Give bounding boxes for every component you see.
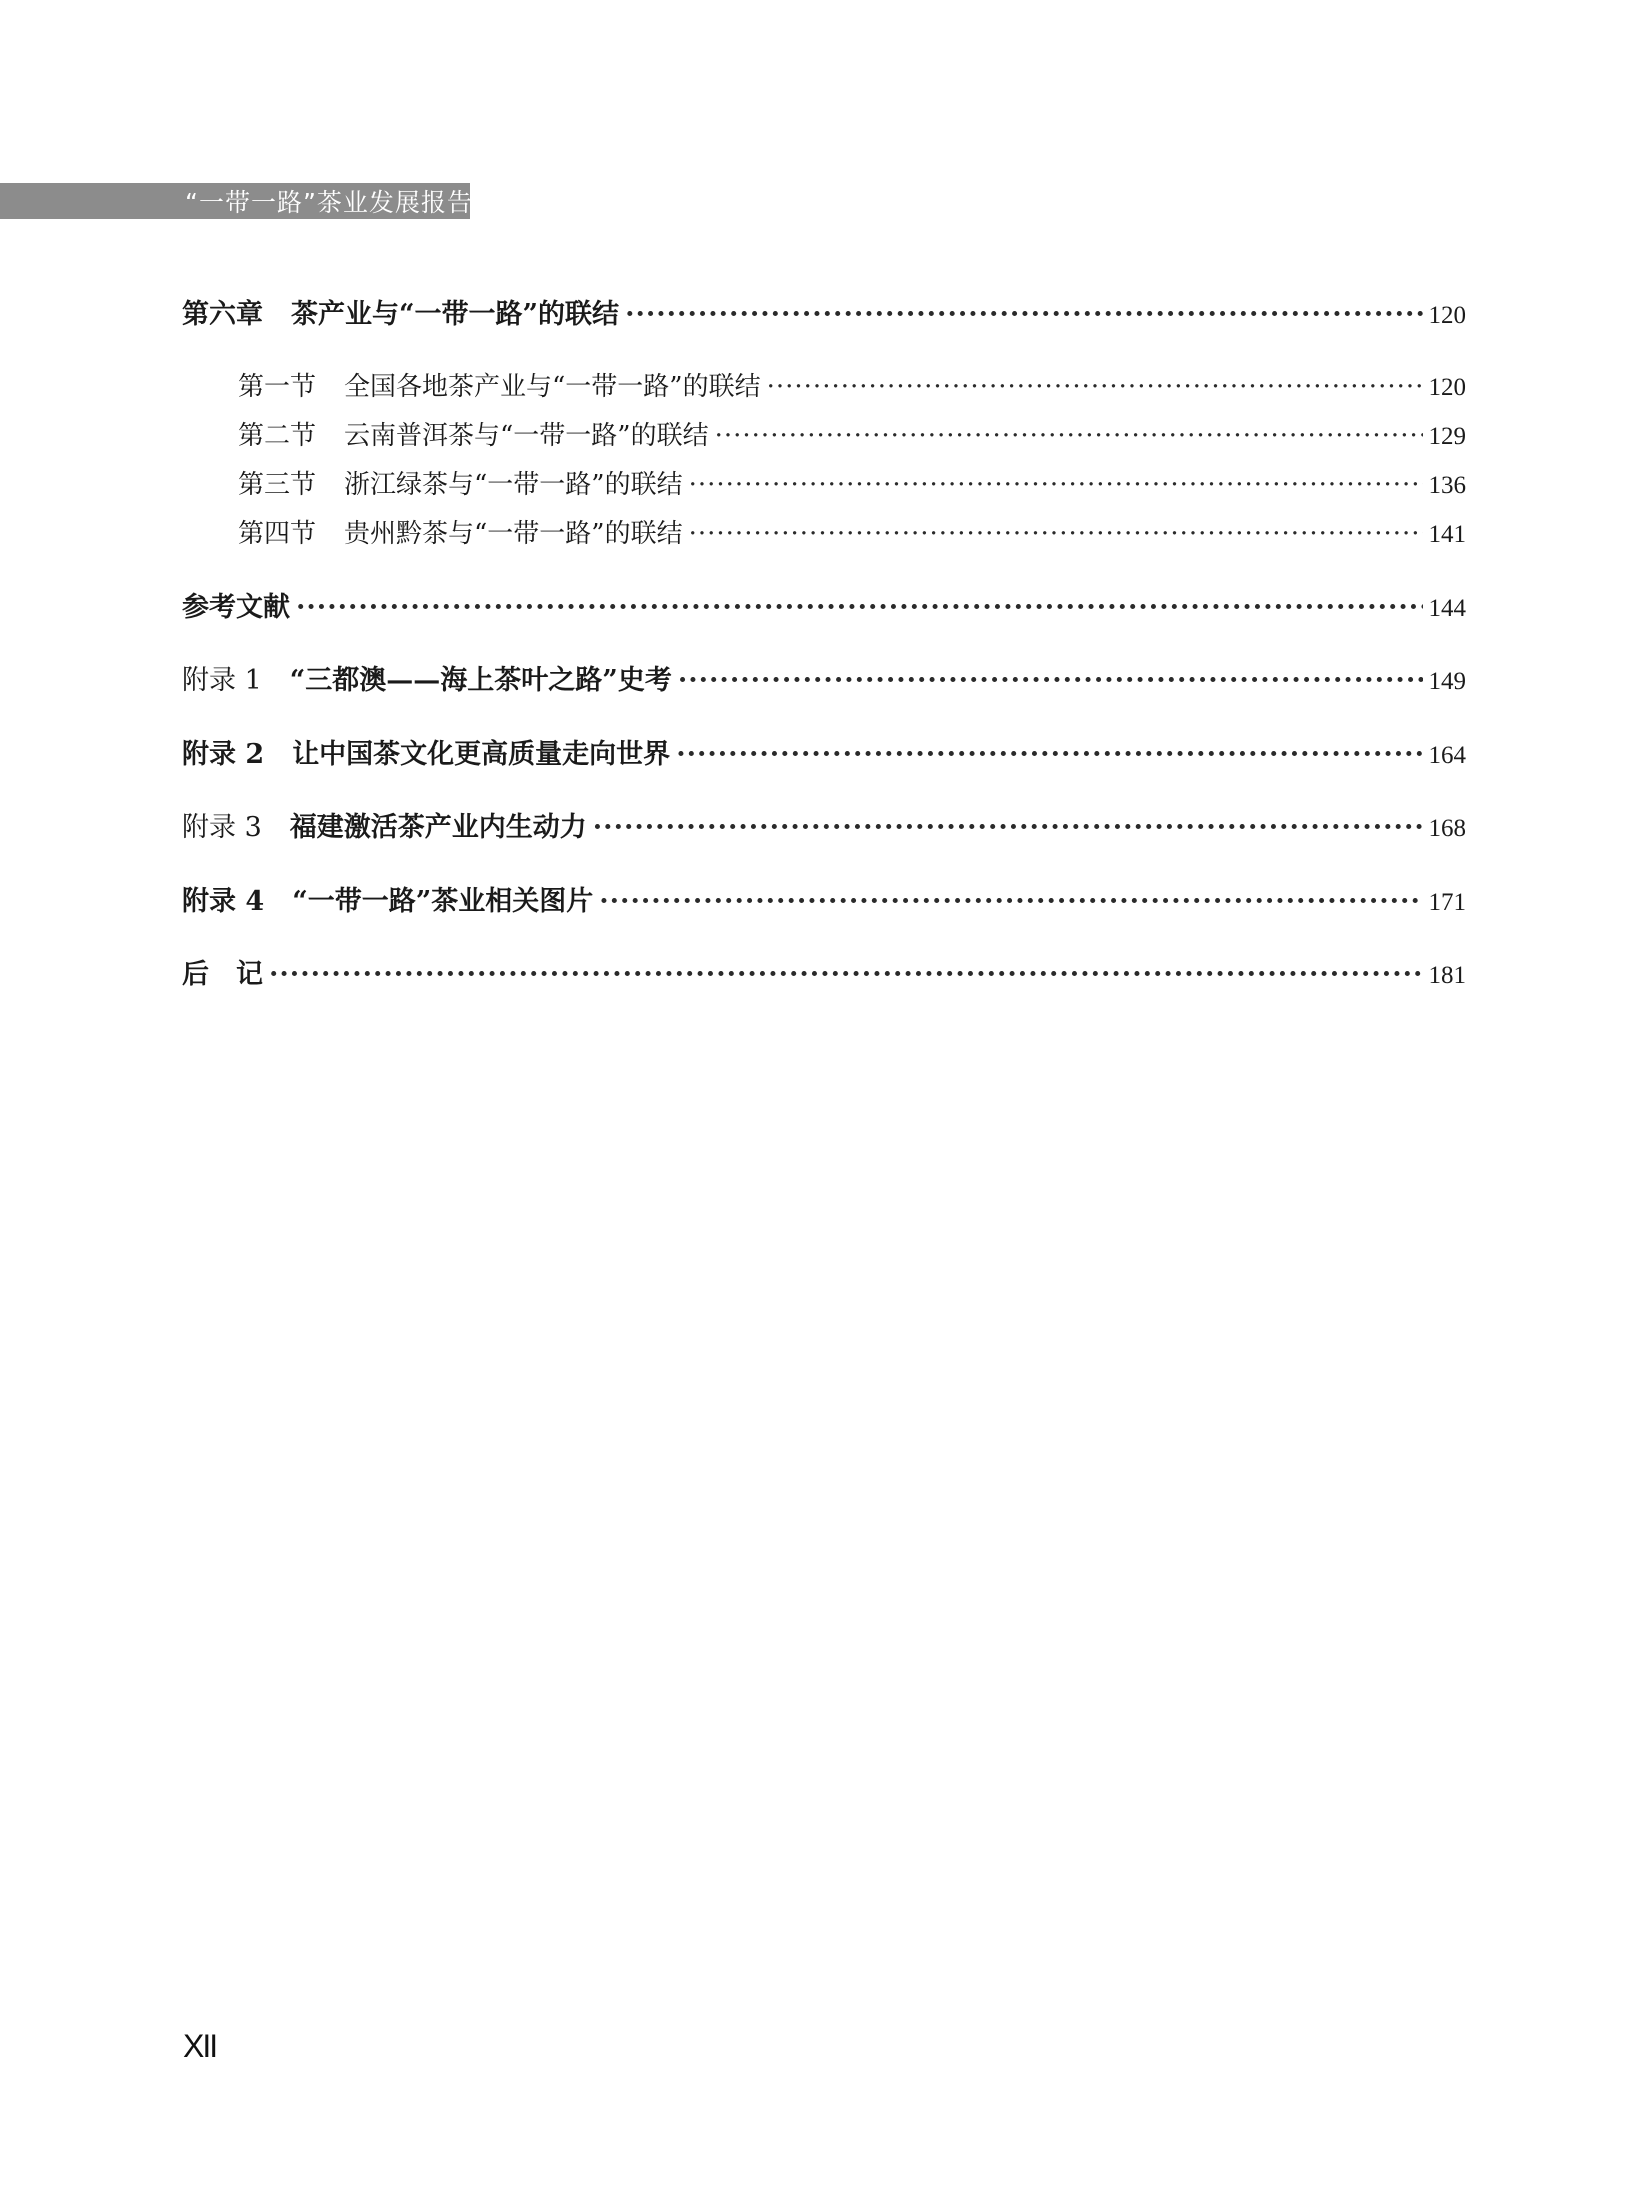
toc-entry-title: 浙江绿茶与“一带一路”的联结: [344, 470, 683, 500]
toc-entry-appendix-3[interactable]: [182, 805, 1466, 844]
toc-entry-afterword[interactable]: [182, 952, 1466, 991]
toc-entry-section-2[interactable]: [238, 415, 1466, 452]
toc-entry-page: 168: [1428, 815, 1466, 842]
toc-entry-number: 第四节: [238, 519, 317, 549]
toc-entry-appendix-1[interactable]: [182, 658, 1466, 697]
toc-entry-title: 贵州黔茶与“一带一路”的联结: [344, 519, 683, 549]
toc-entry-appendix-4[interactable]: [182, 879, 1466, 918]
toc-entry-section-4[interactable]: [238, 513, 1466, 550]
toc-entry-title: 参考文献: [182, 592, 290, 623]
dot-leader: [296, 592, 1423, 623]
toc-entry-page: 129: [1428, 423, 1466, 450]
toc-entry-page: 181: [1428, 962, 1466, 989]
toc-entry-page: 144: [1428, 595, 1466, 622]
toc-entry-number: 附录 2: [182, 739, 265, 770]
toc-entry-title: “三都澳——海上茶叶之路”史考: [289, 665, 672, 696]
running-header-title: “一带一路”茶业发展报告: [185, 188, 473, 217]
toc-entry-number: 第六章: [182, 299, 263, 330]
toc-entry-page: 136: [1428, 472, 1466, 499]
toc-entry-number: 第三节: [238, 470, 317, 500]
dot-leader: [767, 372, 1423, 402]
toc-entry-number: 附录 4: [182, 886, 265, 917]
dot-leader: [715, 421, 1423, 451]
page-number: XII: [183, 2028, 217, 2064]
toc-entry-title: 云南普洱茶与“一带一路”的联结: [344, 421, 709, 451]
toc-entry-section-1[interactable]: [238, 366, 1466, 403]
toc-entry-page: 171: [1428, 889, 1466, 916]
toc-entry-page: 164: [1428, 742, 1466, 769]
toc-entry-number: 附录 1: [182, 665, 262, 696]
toc-entry-number: 第二节: [238, 421, 317, 451]
toc-entry-page: 120: [1428, 374, 1466, 401]
dot-leader: [599, 886, 1422, 917]
toc-entry-title: 全国各地茶产业与“一带一路”的联结: [344, 372, 761, 402]
dot-leader: [678, 665, 1423, 696]
toc-entry-appendix-2[interactable]: [182, 732, 1466, 771]
toc-entry-title: 让中国茶文化更高质量走向世界: [292, 739, 671, 770]
dot-leader: [593, 812, 1423, 843]
toc-entry-number: 附录 3: [182, 812, 262, 843]
toc-entry-page: 141: [1428, 521, 1466, 548]
dot-leader: [689, 470, 1423, 500]
toc-entry-page: 120: [1428, 302, 1466, 329]
toc-entry-chapter-6[interactable]: [182, 292, 1466, 331]
toc-entry-page: 149: [1428, 668, 1466, 695]
toc-entry-title: 后 记: [182, 959, 263, 990]
dot-leader: [689, 519, 1423, 549]
toc-entry-number: 第一节: [238, 372, 317, 402]
toc-entry-title: 福建激活茶产业内生动力: [289, 812, 587, 843]
toc-entry-title: “一带一路”茶业相关图片: [292, 886, 594, 917]
toc-entry-section-3[interactable]: [238, 464, 1466, 501]
dot-leader: [676, 739, 1422, 770]
toc-entry-references[interactable]: [182, 585, 1466, 624]
dot-leader: [625, 299, 1422, 330]
toc-entry-title: 茶产业与“一带一路”的联结: [291, 299, 620, 330]
dot-leader: [269, 959, 1423, 990]
